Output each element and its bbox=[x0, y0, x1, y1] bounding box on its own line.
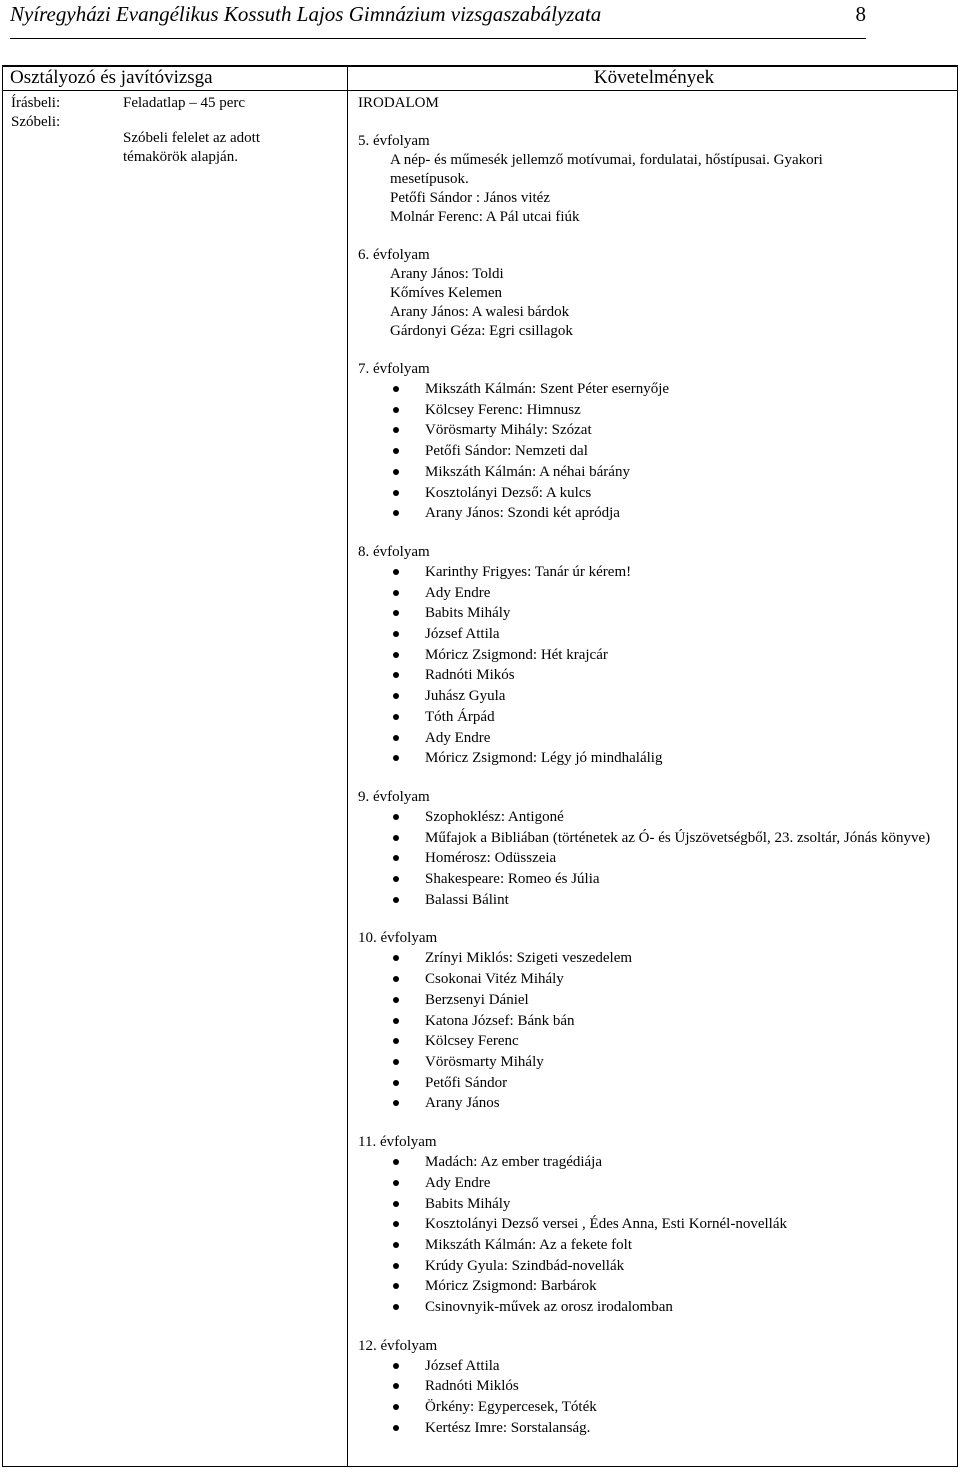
bullet-icon bbox=[393, 735, 399, 741]
list-item: Ady Endre bbox=[358, 728, 948, 749]
list-item: Babits Mihály bbox=[358, 1194, 948, 1215]
list-item: Ady Endre bbox=[358, 1173, 948, 1194]
bullet-icon bbox=[393, 1263, 399, 1269]
bullet-icon bbox=[393, 1242, 399, 1248]
list-item: Mikszáth Kálmán: A néhai bárány bbox=[358, 462, 948, 483]
list-item: Krúdy Gyula: Szindbád-novellák bbox=[358, 1256, 948, 1277]
table-header-divider bbox=[2, 90, 958, 91]
list-item: Mikszáth Kálmán: Az a fekete folt bbox=[358, 1235, 948, 1256]
bullet-icon bbox=[393, 1100, 399, 1106]
oral-mode-line: Szóbeli felelet az adott bbox=[123, 130, 261, 146]
list-item: Szophoklész: Antigoné bbox=[358, 807, 948, 828]
list-item: Kosztolányi Dezső versei , Édes Anna, Esti Kornél-novellák bbox=[358, 1214, 948, 1235]
oral-mode-line: témakörök alapján. bbox=[123, 149, 238, 165]
bullet-icon bbox=[393, 1180, 399, 1186]
list-item: Műfajok a Bibliában (történetek az Ó- és Újszövetségből, 23. zsoltár, Jónás könyve) bbox=[358, 828, 948, 849]
list-item: Kosztolányi Dezső: A kulcs bbox=[358, 483, 948, 504]
bullet-icon bbox=[393, 1080, 399, 1086]
grade-5-block bbox=[358, 132, 948, 227]
list-item: József Attila bbox=[358, 624, 948, 645]
bullet-icon bbox=[393, 755, 399, 761]
grade-7-block bbox=[358, 360, 948, 524]
page-number: 8 bbox=[855, 2, 866, 26]
bullet-icon bbox=[393, 714, 399, 720]
bullet-icon bbox=[393, 590, 399, 596]
list-item: Arany János: Szondi két apródja bbox=[358, 503, 948, 524]
bullet-icon bbox=[393, 1383, 399, 1389]
list-item: Katona József: Bánk bán bbox=[358, 1011, 948, 1032]
grade-line: Petőfi Sándor : János vitéz bbox=[390, 190, 550, 206]
bullet-icon bbox=[393, 693, 399, 699]
bullet-icon bbox=[393, 469, 399, 475]
bullet-icon bbox=[393, 631, 399, 637]
grade-title: 11. évfolyam bbox=[358, 1134, 437, 1151]
written-label: Írásbeli: bbox=[11, 95, 61, 111]
grade-line: mesetípusok. bbox=[390, 171, 469, 187]
list-item: Balassi Bálint bbox=[358, 890, 948, 911]
bullet-icon bbox=[393, 955, 399, 961]
list-item: Babits Mihály bbox=[358, 603, 948, 624]
table-left-border bbox=[2, 65, 3, 1467]
bullet-icon bbox=[393, 510, 399, 516]
list-item: József Attila bbox=[358, 1356, 948, 1377]
document-title: Nyíregyházi Evangélikus Kossuth Lajos Gimnázium vizsgaszabályzata bbox=[10, 2, 602, 26]
bullet-icon bbox=[393, 897, 399, 903]
table-bottom-border bbox=[2, 1466, 958, 1467]
list-item: Juhász Gyula bbox=[358, 686, 948, 707]
bullet-icon bbox=[393, 1159, 399, 1165]
bullet-icon bbox=[393, 1018, 399, 1024]
table-right-border bbox=[957, 65, 958, 1467]
list-item: Petőfi Sándor bbox=[358, 1073, 948, 1094]
bullet-icon bbox=[393, 835, 399, 841]
bullet-icon bbox=[393, 1404, 399, 1410]
list-item: Radnóti Mikós bbox=[358, 665, 948, 686]
list-item: Shakespeare: Romeo és Júlia bbox=[358, 869, 948, 890]
page-header bbox=[10, 0, 866, 39]
bullet-icon bbox=[393, 1038, 399, 1044]
exam-labels bbox=[11, 94, 60, 132]
list-item: Arany János bbox=[358, 1093, 948, 1114]
list-item: Mikszáth Kálmán: Szent Péter esernyője bbox=[358, 379, 948, 400]
bullet-icon bbox=[393, 610, 399, 616]
grade-title: 7. évfolyam bbox=[358, 361, 430, 377]
grade-title: 8. évfolyam bbox=[358, 543, 430, 560]
list-item: Kölcsey Ferenc: Himnusz bbox=[358, 400, 948, 421]
list-item: Kertész Imre: Sorstalanság. bbox=[358, 1418, 948, 1439]
bullet-icon bbox=[393, 997, 399, 1003]
bullet-icon bbox=[393, 855, 399, 861]
grade-12-block bbox=[358, 1337, 948, 1439]
exam-modes bbox=[123, 94, 343, 167]
grade-line: Gárdonyi Géza: Egri csillagok bbox=[390, 323, 573, 339]
grade-line: Arany János: A walesi bárdok bbox=[390, 304, 570, 320]
list-item: Tóth Árpád bbox=[358, 707, 948, 728]
grade-11-block bbox=[358, 1133, 948, 1318]
requirements-content bbox=[358, 94, 948, 1439]
grade-title: 10. évfolyam bbox=[358, 930, 438, 947]
bullet-icon bbox=[393, 652, 399, 658]
list-item: Vörösmarty Mihály: Szózat bbox=[358, 420, 948, 441]
grade-line: A nép- és műmesék jellemző motívumai, fordulatai, hőstípusai. Gyakori bbox=[390, 152, 823, 168]
bullet-icon bbox=[393, 976, 399, 982]
grade-6-block bbox=[358, 246, 948, 341]
bullet-icon bbox=[393, 1201, 399, 1207]
grade-line: Kőmíves Kelemen bbox=[390, 285, 503, 301]
subject-title: IRODALOM bbox=[358, 95, 439, 111]
bullet-icon bbox=[393, 1221, 399, 1227]
list-item: Móricz Zsigmond: Barbárok bbox=[358, 1276, 948, 1297]
list-item: Csokonai Vitéz Mihály bbox=[358, 969, 948, 990]
list-item: Örkény: Egypercesek, Tóték bbox=[358, 1397, 948, 1418]
bullet-icon bbox=[393, 876, 399, 882]
list-item: Homérosz: Odüsszeia bbox=[358, 848, 948, 869]
grade-9-block bbox=[358, 788, 948, 911]
list-item: Vörösmarty Mihály bbox=[358, 1052, 948, 1073]
written-mode: Feladatlap – 45 perc bbox=[123, 95, 246, 111]
bullet-icon bbox=[393, 1059, 399, 1065]
grade-title: 6. évfolyam bbox=[358, 247, 430, 263]
list-item: Madách: Az ember tragédiája bbox=[358, 1152, 948, 1173]
list-item: Kölcsey Ferenc bbox=[358, 1031, 948, 1052]
bullet-icon bbox=[393, 448, 399, 454]
bullet-icon bbox=[393, 490, 399, 496]
bullet-list bbox=[358, 948, 948, 1114]
bullet-list bbox=[358, 379, 948, 524]
bullet-list bbox=[358, 562, 948, 769]
grade-title: 5. évfolyam bbox=[358, 133, 430, 149]
bullet-icon bbox=[393, 1363, 399, 1369]
bullet-list bbox=[358, 1152, 948, 1318]
bullet-icon bbox=[393, 672, 399, 678]
list-item: Radnóti Miklós bbox=[358, 1376, 948, 1397]
bullet-icon bbox=[393, 1283, 399, 1289]
bullet-icon bbox=[393, 427, 399, 433]
table-middle-border bbox=[347, 65, 348, 1467]
bullet-icon bbox=[393, 386, 399, 392]
grade-line: Arany János: Toldi bbox=[390, 266, 504, 282]
grade-8-block bbox=[358, 543, 948, 769]
bullet-icon bbox=[393, 407, 399, 413]
list-item: Karinthy Frigyes: Tanár úr kérem! bbox=[358, 562, 948, 583]
grade-title: 9. évfolyam bbox=[358, 788, 430, 805]
bullet-list bbox=[358, 1356, 948, 1439]
requirements-heading: Követelmények bbox=[593, 67, 715, 88]
grade-10-block bbox=[358, 929, 948, 1114]
bullet-icon bbox=[393, 1425, 399, 1431]
exam-type-heading: Osztályozó és javítóvizsga bbox=[10, 67, 213, 88]
oral-label: Szóbeli: bbox=[11, 114, 61, 130]
list-item: Zrínyi Miklós: Szigeti veszedelem bbox=[358, 948, 948, 969]
list-item: Móricz Zsigmond: Légy jó mindhalálig bbox=[358, 748, 948, 769]
grade-title: 12. évfolyam bbox=[358, 1337, 438, 1354]
bullet-icon bbox=[393, 1304, 399, 1310]
list-item: Móricz Zsigmond: Hét krajcár bbox=[358, 645, 948, 666]
list-item: Ady Endre bbox=[358, 583, 948, 604]
bullet-list bbox=[358, 807, 948, 911]
list-item: Berzsenyi Dániel bbox=[358, 990, 948, 1011]
list-item: Petőfi Sándor: Nemzeti dal bbox=[358, 441, 948, 462]
grade-line: Molnár Ferenc: A Pál utcai fiúk bbox=[390, 209, 580, 225]
bullet-icon bbox=[393, 814, 399, 820]
list-item: Csinovnyik-művek az orosz irodalomban bbox=[358, 1297, 948, 1318]
bullet-icon bbox=[393, 569, 399, 575]
